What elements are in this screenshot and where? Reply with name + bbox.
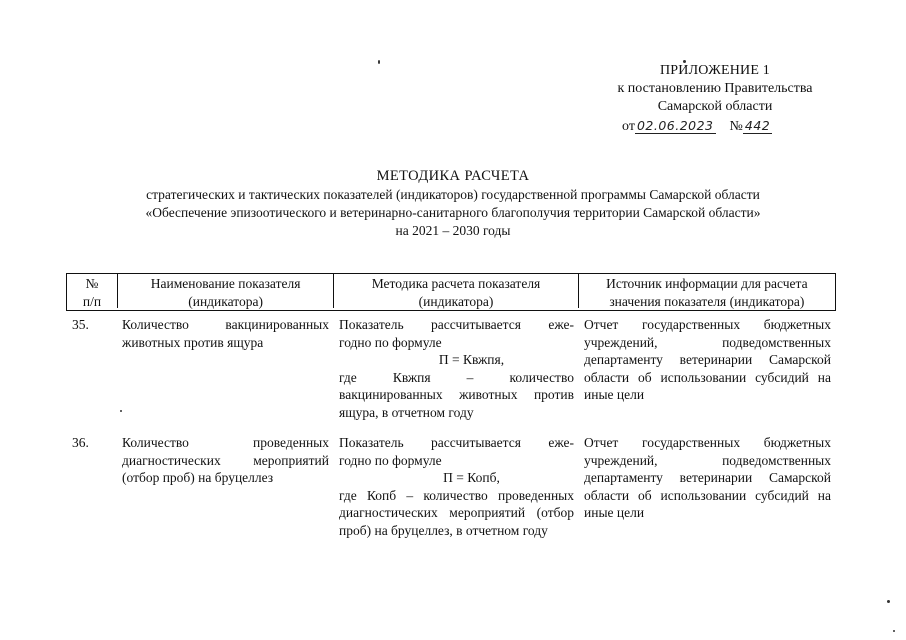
date-prefix: от	[622, 119, 635, 134]
annex-title: ПРИЛОЖЕНИЕ 1	[659, 63, 771, 78]
number-prefix: №	[729, 119, 743, 134]
row-method	[334, 432, 579, 592]
row-source: Отчет государственных бюджетных учреждений, подведомственных департаменту ветеринарии Самарской области об использовании субсидий на иные цели	[584, 317, 831, 402]
table-row	[66, 432, 836, 592]
document-subtitle	[60, 186, 846, 240]
document-title: МЕТОДИКА РАСЧЕТА	[376, 168, 530, 184]
header-method: Методика расчета показателя (индикатора)	[334, 274, 578, 308]
header-source: Источник информации для расчета значения показателя (индикатора)	[606, 276, 808, 309]
annex-line-2: Самарской области	[657, 99, 773, 114]
scan-speck	[378, 60, 380, 64]
scan-speck	[893, 630, 895, 632]
scan-speck	[120, 410, 122, 412]
row-method	[334, 314, 579, 430]
subtitle-line-2: «Обеспечение эпизоотического и ветеринарно-санитарного благополучия территории Самарской области»	[145, 205, 761, 220]
annex-date-number	[590, 117, 840, 136]
header-name: Наименование показателя (индикатора)	[118, 274, 334, 308]
table-row	[66, 314, 836, 430]
row-name: Количество проведенных диагностических мероприятий (отбор проб) на бруцеллез	[122, 435, 329, 485]
indicators-table	[66, 273, 836, 592]
subtitle-line-3: на 2021 – 2030 годы	[395, 223, 511, 238]
scan-speck	[683, 60, 686, 63]
method-formula: П = Квжпя,	[438, 352, 505, 367]
method-intro-cont: годно по формуле	[339, 334, 442, 350]
method-description: где Копб – количество проведенных диагностических мероприятий (отбор проб) на бруцеллез, в отчетном году	[339, 487, 574, 538]
method-description: где Квжпя – количество вакцинированных животных против ящура, в отчетном году	[339, 369, 574, 420]
method-intro-cont: годно по формуле	[339, 452, 442, 468]
method-intro: Показатель рассчитывается еже-	[339, 435, 574, 450]
header-number: № п/п	[67, 274, 118, 308]
method-intro: Показатель рассчитывается еже-	[339, 317, 574, 332]
table-header-row	[66, 273, 836, 311]
row-name: Количество вакцинированных животных против ящура	[122, 317, 329, 350]
annex-line-1: к постановлению Правительства	[617, 81, 813, 96]
annex-header	[590, 62, 840, 136]
scan-speck	[887, 600, 890, 603]
row-number: 36.	[72, 435, 89, 450]
number-value: 442	[744, 118, 771, 133]
method-formula: П = Копб,	[443, 470, 500, 485]
date-value: 02.06.2023	[636, 118, 714, 133]
row-number: 35.	[72, 317, 89, 332]
row-source: Отчет государственных бюджетных учреждений, подведомственных департаменту ветеринарии Самарской области об использовании субсидий на иные цели	[584, 435, 831, 520]
subtitle-line-1: стратегических и тактических показателей (индикаторов) государственной программы Самарской области	[146, 187, 760, 202]
